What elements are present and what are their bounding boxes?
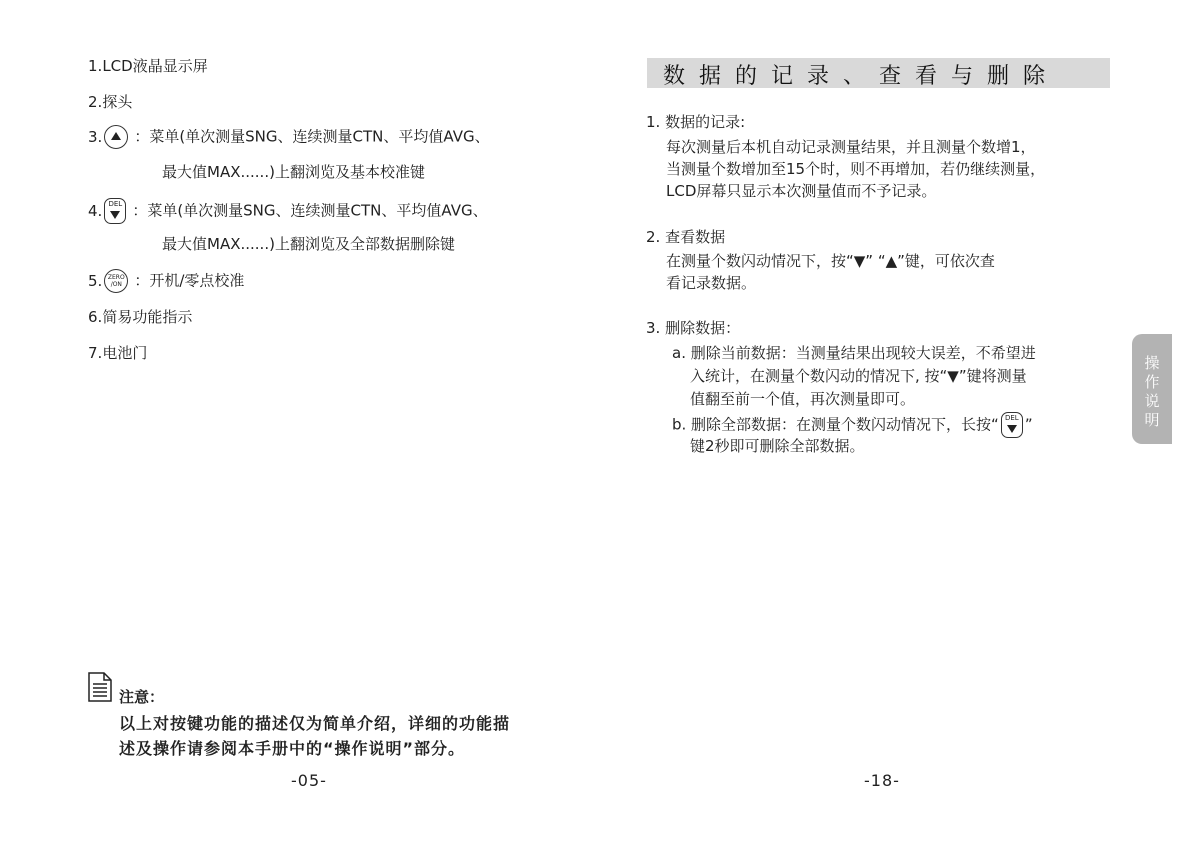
list-item-3-cont: 最大值MAX......)上翻浏览及基本校准键	[162, 163, 425, 181]
section-2-line-1: 在测量个数闪动情况下，按“▼” “▲”键，可依次查	[666, 252, 995, 270]
note-text-line-1: 以上对按键功能的描述仅为简单介绍，详细的功能描	[119, 714, 511, 733]
list-item-2: 2.探头	[88, 93, 133, 111]
section-3a-line-3: 值翻至前一个值，再次测量即可。	[690, 390, 916, 408]
list-item-4-cont: 最大值MAX......)上翻浏览及全部数据删除键	[162, 235, 455, 253]
section-3b-line-1: b. 删除全部数据：在测量个数闪动情况下，长按“ DEL ”	[672, 412, 1033, 438]
item-7-text: 电池门	[102, 344, 148, 362]
item-6-text: 简易功能指示	[102, 308, 193, 326]
note-text-line-2: 述及操作请参阅本手册中的“操作说明”部分。	[119, 739, 466, 758]
list-item-6: 6.简易功能指示	[88, 308, 193, 326]
section-2-heading: 2. 查看数据	[646, 228, 726, 246]
list-item-4: 4. DEL ：菜单(单次测量SNG、连续测量CTN、平均值AVG、	[88, 198, 488, 224]
page-number-left: -05-	[291, 771, 327, 790]
item-2-text: 探头	[102, 93, 133, 111]
item-3-text: ：菜单(单次测量SNG、连续测量CTN、平均值AVG、	[134, 127, 490, 146]
list-item-1: 1.LCD液晶显示屏	[88, 57, 208, 75]
section-1-heading: 1. 数据的记录:	[646, 113, 746, 131]
note-label: 注意：	[119, 688, 165, 706]
note-document-icon	[88, 672, 112, 702]
item-4-text: ：菜单(单次测量SNG、连续测量CTN、平均值AVG、	[132, 201, 488, 220]
del-key-icon: DEL	[104, 198, 126, 224]
zero-on-key-icon: ZERO /ON	[104, 269, 128, 293]
section-3-heading: 3. 删除数据：	[646, 319, 741, 337]
section-1-line-3: LCD屏幕只显示本次测量值而不予记录。	[666, 182, 937, 200]
section-2-line-2: 看记录数据。	[666, 274, 757, 292]
up-key-icon	[104, 125, 128, 149]
list-item-5: 5. ZERO /ON ：开机/零点校准	[88, 269, 244, 293]
section-1-line-1: 每次测量后本机自动记录测量结果，并且测量个数增1，	[666, 138, 1036, 156]
section-title: 数据的记录、查看与删除	[663, 64, 1060, 89]
list-item-3: 3. ：菜单(单次测量SNG、连续测量CTN、平均值AVG、	[88, 125, 490, 149]
del-key-icon-inline: DEL	[1001, 412, 1023, 438]
item-5-text: ：开机/零点校准	[134, 271, 245, 290]
side-tab-operation-guide: 操 作 说 明	[1132, 334, 1172, 444]
right-page	[600, 0, 1199, 845]
page-number-right: -18-	[864, 771, 900, 790]
section-3a-line-2: 入统计，在测量个数闪动的情况下, 按“▼”键将测量	[690, 367, 1027, 385]
list-item-7: 7.电池门	[88, 344, 148, 362]
section-3a-line-1: a. 删除当前数据：当测量结果出现较大误差，不希望进	[672, 344, 1036, 362]
section-3b-line-2: 键2秒即可删除全部数据。	[690, 437, 865, 455]
section-title-bar	[647, 58, 1110, 88]
item-1-text: LCD液晶显示屏	[102, 57, 208, 75]
section-1-line-2: 当测量个数增加至15个时，则不再增加，若仍继续测量，	[666, 160, 1046, 178]
